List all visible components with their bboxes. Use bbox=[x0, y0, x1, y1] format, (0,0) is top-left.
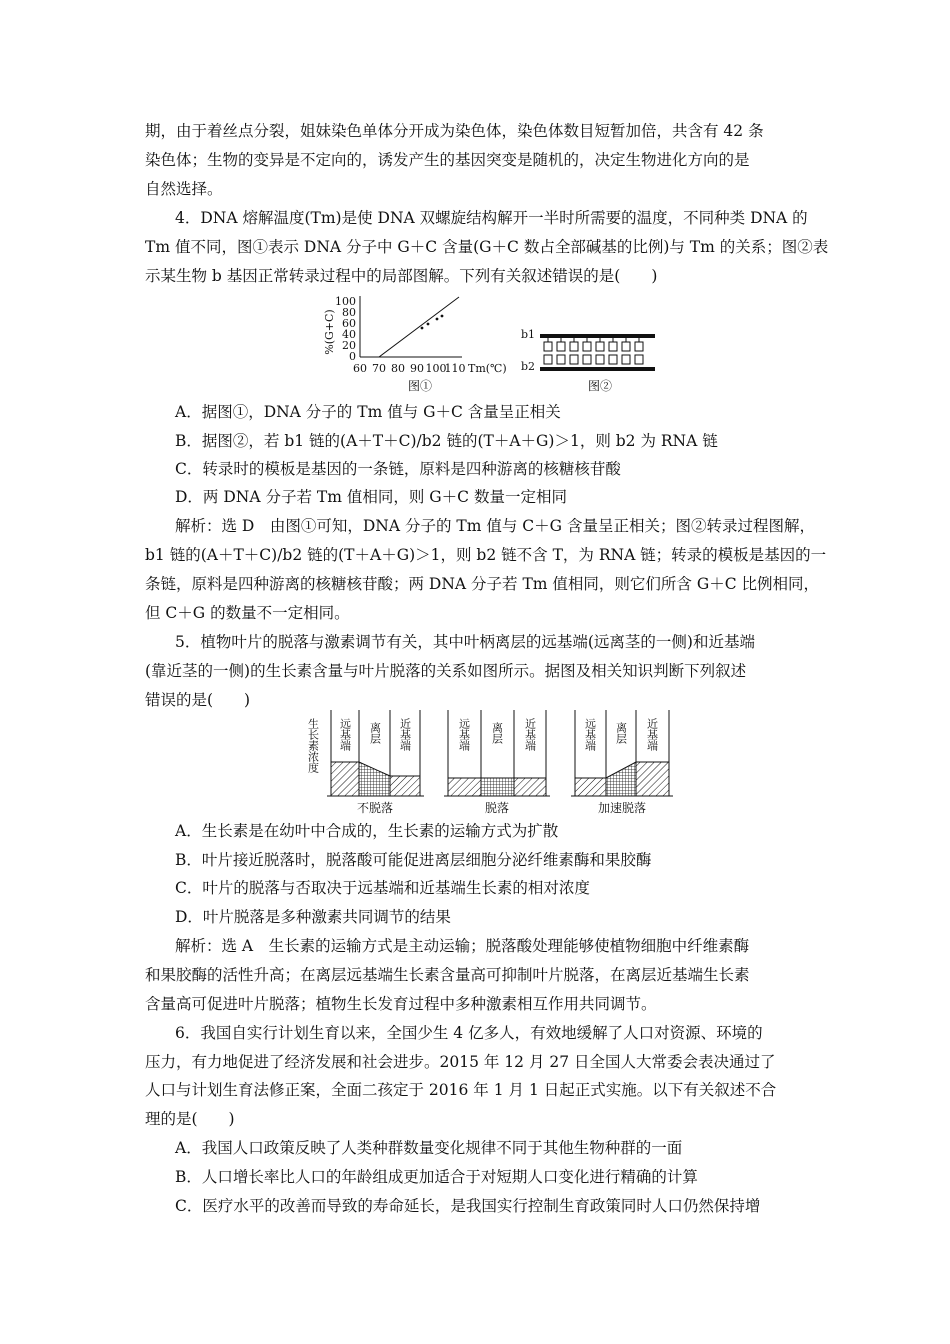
figure-1-trendline bbox=[379, 297, 459, 357]
x-tick: 80 bbox=[391, 362, 405, 375]
panel-label-far: 远基端 bbox=[457, 718, 471, 751]
panel-label-mid: 离层 bbox=[614, 722, 628, 744]
question-6-stem: 6．我国自实行计划生育以来，全国少生 4 亿多人，有效地缓解了人口对资源、环境的 bbox=[175, 1024, 763, 1042]
option-5a: A．生长素是在幼叶中合成的，生长素的运输方式为扩散 bbox=[175, 822, 559, 840]
panel-accelerated-abscission bbox=[571, 710, 673, 815]
y-tick: 20 bbox=[342, 339, 356, 352]
text-line: 理的是( ) bbox=[145, 1110, 235, 1128]
figure-2-caption: 图② bbox=[587, 379, 613, 393]
x-tick: 60 bbox=[353, 362, 367, 375]
text-line: Tm 值不同，图①表示 DNA 分子中 G＋C 含量(G＋C 数占全部碱基的比例)与 Tm 的关系；图②表 bbox=[145, 238, 829, 256]
y-tick: 100 bbox=[335, 295, 356, 308]
text-line: 示某生物 b 基因正常转录过程中的局部图解。下列有关叙述错误的是( ) bbox=[145, 267, 658, 285]
text-line: 含量高可促进叶片脱落；植物生长发育过程中多种激素相互作用共同调节。 bbox=[145, 995, 657, 1013]
y-tick: 0 bbox=[349, 350, 356, 363]
option-4c: C．转录时的模板是基因的一条链，原料是四种游离的核糖核苷酸 bbox=[175, 460, 621, 478]
option-5b: B．叶片接近脱落时，脱落酸可能促进离层细胞分泌纤维素酶和果胶酶 bbox=[175, 851, 652, 869]
figure-3-diagram bbox=[307, 706, 685, 818]
figure-1-chart bbox=[322, 292, 517, 398]
x-tick: 110 bbox=[444, 362, 466, 375]
x-tick: 90 bbox=[410, 362, 424, 375]
y-label-vertical: 生长素浓度 bbox=[307, 718, 320, 773]
panel-no-abscission bbox=[327, 710, 424, 815]
text-line: 和果胶酶的活性升高；在离层远基端生长素含量高可抑制叶片脱落，在离层近基端生长素 bbox=[145, 966, 750, 984]
text-line: 但 C＋G 的数量不一定相同。 bbox=[145, 604, 350, 622]
b1-label: b1 bbox=[521, 328, 536, 341]
text-line: 期，由于着丝点分裂，姐妹染色单体分开成为染色体，染色体数目短暂加倍，共含有 42 条 bbox=[145, 122, 764, 140]
panel-label-near: 近基端 bbox=[645, 718, 659, 751]
data-point bbox=[427, 323, 430, 326]
figure-1-caption: 图① bbox=[407, 379, 433, 393]
option-5c: C．叶片的脱落与否取决于远基端和近基端生长素的相对浓度 bbox=[175, 879, 590, 897]
answer-4: 解析：选 D 由图①可知，DNA 分子的 Tm 值与 C＋G 含量呈正相关；图②转录过程图解， bbox=[175, 517, 815, 535]
panel-caption: 加速脱落 bbox=[597, 801, 647, 815]
option-6c: C．医疗水平的改善而导致的寿命延长，是我国实行控制生育政策同时人口仍然保持增 bbox=[175, 1197, 761, 1215]
option-6b: B．人口增长率比人口的年龄组成更加适合于对短期人口变化进行精确的计算 bbox=[175, 1168, 698, 1186]
answer-5: 解析：选 A 生长素的运输方式是主动运输；脱落酸处理能够使植物细胞中纤维素酶 bbox=[175, 937, 750, 955]
option-4d: D．两 DNA 分子若 Tm 值相同，则 G＋C 数量一定相同 bbox=[175, 488, 567, 506]
question-5-stem: 5．植物叶片的脱落与激素调节有关，其中叶柄离层的远基端(远离茎的一侧)和近基端 bbox=[175, 633, 755, 651]
text-line: 人口与计划生育法修正案，全面二孩定于 2016 年 1 月 1 日起正式实施。以下有关叙述不合 bbox=[145, 1081, 777, 1099]
x-tick: 70 bbox=[372, 362, 386, 375]
text-line: 自然选择。 bbox=[145, 180, 223, 198]
text-line: 错误的是( ) bbox=[145, 691, 251, 709]
base-pairs bbox=[544, 338, 643, 364]
panel-label-near: 近基端 bbox=[523, 718, 537, 751]
text-line: (靠近茎的一侧)的生长素含量与叶片脱落的关系如图所示。据图及相关知识判断下列叙述 bbox=[145, 662, 747, 680]
data-point bbox=[441, 315, 444, 318]
option-4a: A．据图①，DNA 分子的 Tm 值与 G＋C 含量呈正相关 bbox=[175, 403, 561, 421]
panel-caption: 脱落 bbox=[484, 801, 510, 815]
x-tick: 100 bbox=[425, 362, 447, 375]
figure-1-x-axis-label: Tm(℃) bbox=[468, 362, 507, 375]
question-4-stem: 4．DNA 熔解温度(Tm)是使 DNA 双螺旋结构解开一半时所需要的温度，不同种类 DNA 的 bbox=[175, 209, 808, 227]
panel-label-far: 远基端 bbox=[583, 718, 597, 751]
option-4b: B．据图②，若 b1 链的(A＋T＋C)/b2 链的(T＋A＋G)＞1，则 b2 为 RNA 链 bbox=[175, 432, 718, 450]
figure-1-y-axis-label: %(G+C) bbox=[323, 309, 336, 355]
y-tick: 80 bbox=[342, 306, 356, 319]
b2-strand bbox=[540, 367, 655, 371]
option-6a: A．我国人口政策反映了人类种群数量变化规律不同于其他生物种群的一面 bbox=[175, 1139, 683, 1157]
panel-abscission bbox=[444, 710, 550, 815]
panel-label-mid: 离层 bbox=[490, 722, 504, 744]
option-5d: D．叶片脱落是多种激素共同调节的结果 bbox=[175, 908, 451, 926]
figure-3-y-label bbox=[307, 717, 320, 773]
y-tick: 40 bbox=[342, 328, 356, 341]
panel-label-near: 近基端 bbox=[398, 718, 412, 751]
text-line: 压力，有力地促进了经济发展和社会进步。2015 年 12 月 27 日全国人大常委会表决通过了 bbox=[145, 1053, 776, 1071]
text-line: 条链，原料是四种游离的核糖核苷酸；两 DNA 分子若 Tm 值相同，则它们所含 G＋C 比例相同， bbox=[145, 575, 820, 593]
text-line: b1 链的(A＋T＋C)/b2 链的(T＋A＋G)＞1，则 b2 链不含 T，为 RNA 链；转录的模板是基因的一 bbox=[145, 546, 827, 564]
text-line: 染色体；生物的变异是不定向的，诱发产生的基因突变是随机的，决定生物进化方向的是 bbox=[145, 151, 750, 169]
b2-label: b2 bbox=[521, 360, 536, 373]
y-tick: 60 bbox=[342, 317, 356, 330]
panel-label-far: 远基端 bbox=[338, 718, 352, 751]
panel-label-mid: 离层 bbox=[368, 722, 382, 744]
figure-2-diagram bbox=[520, 324, 660, 398]
b1-strand bbox=[540, 334, 655, 338]
panel-caption: 不脱落 bbox=[356, 801, 394, 815]
data-point bbox=[436, 318, 439, 321]
data-point bbox=[421, 327, 424, 330]
